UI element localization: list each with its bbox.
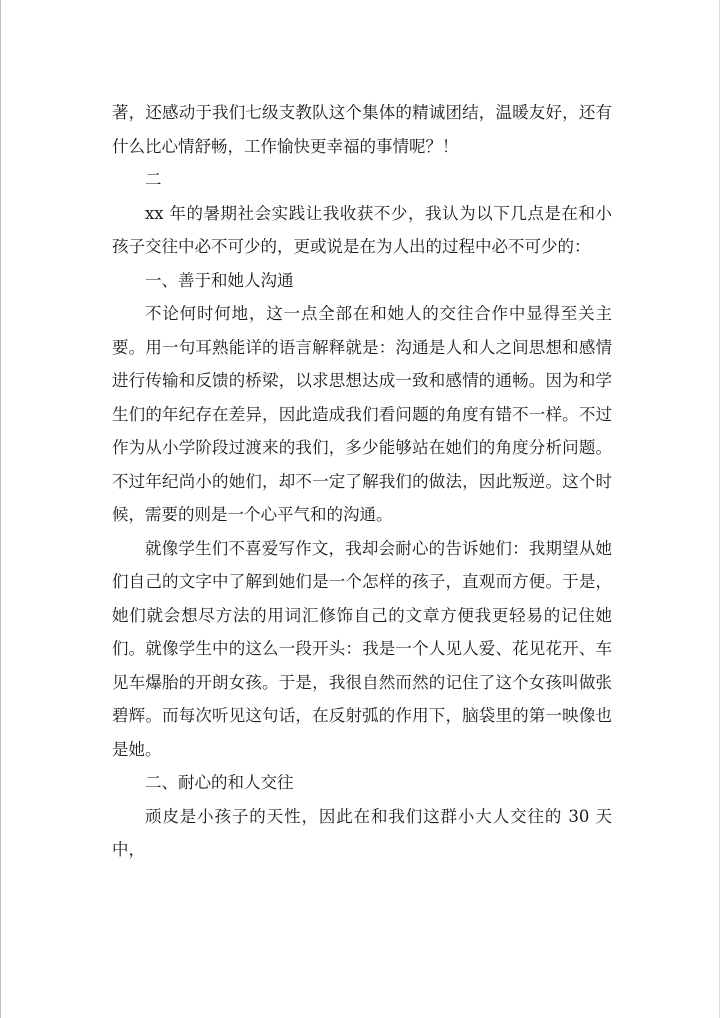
document-body — [112, 96, 612, 867]
paragraph-1: 著，还感动于我们七级支教队这个集体的精诚团结，温暖友好，还有什么比心情舒畅，工作愉快更幸福的事情呢？！ — [112, 103, 612, 156]
heading-communication: 一、善于和她人沟通 — [145, 270, 294, 290]
paragraph-patience: 顽皮是小孩子的天性，因此在和我们这群小大人交往的 30 天中， — [112, 806, 612, 859]
paragraph-intro: xx 年的暑期社会实践让我收获不少，我认为以下几点是在和小孩子交往中必不可少的，更或说是在为人出的过程中必不可少的： — [112, 203, 612, 256]
paragraph-example: 就像学生们不喜爱写作文，我却会耐心的告诉她们：我期望从她们自己的文字中了解到她们是一个怎样的孩子，直观而方便。于是，她们就会想尽方法的用词汇修饰自己的文章方便我更轻易的记住她们。就像学生中的这么一段开头：我是一个人见人爱、花见花开、车见车爆胎的开朗女孩。于是，我很自然而然的记住了这个女孩叫做张碧辉。而每次听见这句话，在反射弧的作用下，脑袋里的第一映像也是她。 — [112, 538, 612, 759]
heading-patience: 二、耐心的和人交往 — [145, 773, 294, 792]
paragraph-communication: 不论何时何地，这一点全部在和她人的交往合作中显得至关主要。用一句耳熟能详的语言解释就是：沟通是人和人之间思想和感情进行传输和反馈的桥梁，以求思想达成一致和感情的通畅。因为和学生们的年纪存在差异，因此造成我们看问题的角度有错不一样。不过作为从小学阶段过渡来的我们，多少能够站在她们的角度分析问题。不过年纪尚小的她们，却不一定了解我们的做法，因此叛逆。这个时候，需要的则是一个心平气和的沟通。 — [112, 304, 612, 524]
section-marker: 二 — [145, 170, 162, 189]
